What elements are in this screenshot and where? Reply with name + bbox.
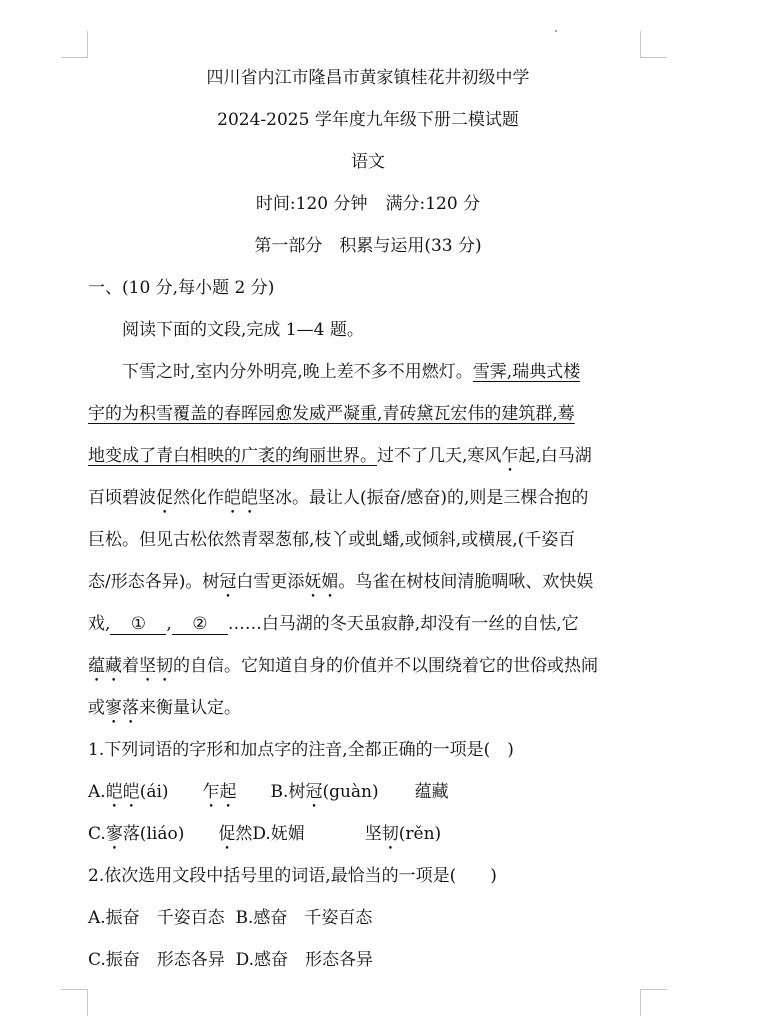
- dotted-char: 韧: [381, 824, 399, 844]
- subject-title: 语文: [351, 152, 385, 172]
- passage-text: 坚冰。最让人(振奋/感奋)的,则是三棵合抱的: [258, 488, 589, 508]
- dotted-char: 蕴藏: [88, 656, 122, 676]
- section-instruction: 阅读下面的文段,完成 1—4 题。: [122, 320, 364, 340]
- option-a: A.振奋 千姿百态: [88, 908, 225, 928]
- passage-line-9: [88, 696, 648, 728]
- passage-text: 着: [122, 656, 139, 676]
- option-word: 然: [235, 824, 253, 844]
- dotted-char: 冠: [219, 572, 237, 592]
- question-2-options-cd: [88, 948, 648, 972]
- option-c: C.振奋 形态各异: [88, 950, 225, 970]
- exam-title: 2024-2025 学年度九年级下册二模试题: [217, 110, 519, 130]
- option-word: 落(liáo): [122, 824, 185, 844]
- speck: [555, 30, 557, 32]
- passage-text: ,: [166, 614, 172, 634]
- option-label: C.: [88, 824, 106, 844]
- passage-text: 。鸟雀在树枝间清脆啁啾、欢快娱: [338, 572, 594, 592]
- part-title: 第一部分 积累与运用(33 分): [254, 236, 482, 256]
- passage-text: 百顷碧波: [88, 488, 156, 508]
- option-label: D.妩媚: [252, 824, 305, 844]
- fill-blank-2: ②: [172, 614, 228, 635]
- passage-text: 然化作: [173, 488, 224, 508]
- question-1-options-ab: [88, 780, 648, 812]
- option-b: B.感奋 千姿百态: [235, 908, 373, 928]
- dotted-char: 促: [218, 824, 236, 844]
- passage-text: 起,白马湖: [518, 446, 592, 466]
- crop-mark-bottom-left: [61, 989, 88, 1016]
- passage-text: 来衡量认定。: [139, 698, 241, 718]
- question-2-stem: 2.依次选用文段中括号里的词语,最恰当的一项是( ): [88, 866, 497, 886]
- time-score-line: [88, 192, 648, 216]
- question-1-stem: 1.下列词语的字形和加点字的注音,全都正确的一项是( ): [88, 740, 514, 760]
- exam-score: 满分:120 分: [385, 194, 481, 214]
- option-word: 坚: [364, 824, 382, 844]
- question-1-options-cd: [88, 822, 648, 854]
- dotted-char: 乍起: [202, 782, 237, 802]
- passage-text: 白雪更添: [236, 572, 305, 592]
- passage-line-1: [122, 360, 642, 384]
- dotted-char: 妩媚: [304, 572, 339, 592]
- question-2-options-ab: [88, 906, 648, 930]
- school-title: 四川省内江市隆昌市黄家镇桂花井初级中学: [206, 68, 530, 88]
- dotted-char: 皑皑: [105, 782, 140, 802]
- passage-text: 戏,: [88, 614, 111, 634]
- dotted-char: 促: [156, 488, 173, 508]
- crop-mark-top-left: [61, 31, 88, 58]
- dotted-char: 寥落: [105, 698, 139, 718]
- passage-line-6: [88, 570, 648, 602]
- dotted-char: 皑皑: [224, 488, 258, 508]
- passage-line-7: [88, 612, 648, 636]
- passage-text: 态/形态各异)。树: [88, 572, 220, 592]
- passage-text: ……白马湖的冬天虽寂静,却没有一丝的自怯,它: [227, 614, 579, 634]
- dotted-char: 乍: [501, 446, 519, 466]
- passage-line-3: [88, 444, 648, 476]
- passage-text: 的自信。它知道自身的价值并不以围绕着它的世俗或热闹: [173, 656, 598, 676]
- pinyin: (ái): [139, 782, 169, 802]
- underlined-sentence: 地变成了青白相映的广袤的绚丽世界。: [88, 446, 377, 466]
- passage-line-4: [88, 486, 648, 518]
- crop-mark-bottom-right: [640, 989, 667, 1016]
- passage-text: 过不了几天,寒风: [377, 446, 502, 466]
- pinyin: (guàn): [322, 782, 379, 802]
- passage-text: 或: [88, 698, 105, 718]
- pinyin: (rěn): [398, 824, 442, 844]
- section-title: 一、(10 分,每小题 2 分): [88, 278, 275, 298]
- crop-mark-top-right: [640, 31, 667, 58]
- fill-blank-1: ①: [110, 614, 166, 635]
- underlined-sentence: 雪霁,瑞典式楼: [472, 362, 581, 382]
- option-word: 蕴藏: [414, 782, 449, 802]
- passage-line-2: [88, 402, 648, 426]
- dotted-char: 寥: [105, 824, 123, 844]
- underlined-sentence: 宇的为积雪覆盖的春晖园愈发威严凝重,青砖黛瓦宏伟的建筑群,蓦: [88, 404, 575, 424]
- passage-line-8: [88, 654, 648, 686]
- dotted-char: 坚韧: [139, 656, 173, 676]
- option-label: A.: [88, 782, 106, 802]
- option-label: B.树: [270, 782, 306, 802]
- passage-text: 下雪之时,室内分外明亮,晚上差不多不用燃灯。: [122, 362, 473, 382]
- passage-line-5: 巨松。但见古松依然青翠葱郁,枝丫或虬蟠,或倾斜,或横展,(千姿百: [88, 530, 576, 550]
- exam-time: 时间:120 分钟: [255, 194, 368, 214]
- option-d: D.感奋 形态各异: [235, 950, 374, 970]
- dotted-char: 冠: [305, 782, 323, 802]
